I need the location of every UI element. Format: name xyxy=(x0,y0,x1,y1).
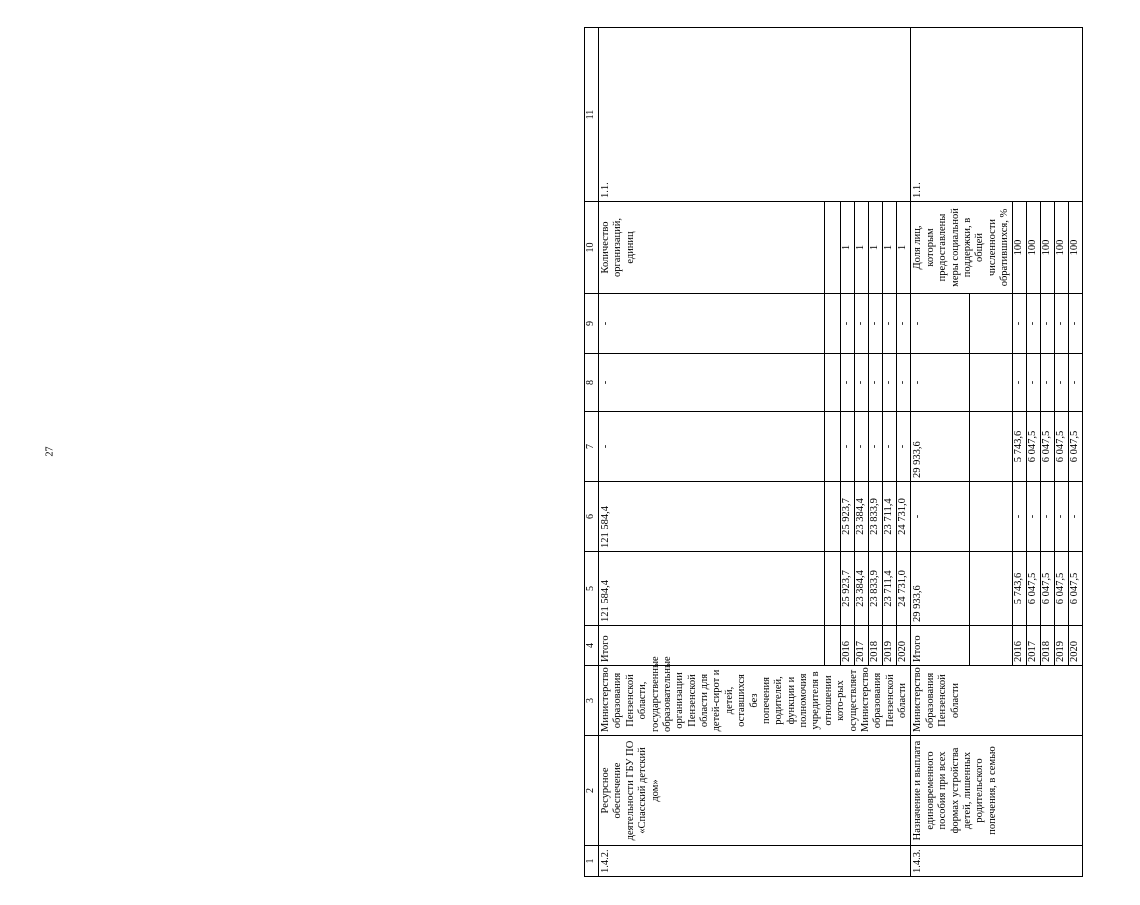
header-cell: 4 xyxy=(585,626,599,666)
value-cell: 6 047,5 xyxy=(1027,412,1041,482)
value-cell: 6 047,5 xyxy=(1027,552,1041,626)
year-cell: 2017 xyxy=(855,626,869,666)
row-code: 1.4.2. xyxy=(599,846,911,877)
empty-cell xyxy=(970,482,1013,552)
value-cell: - xyxy=(1055,354,1069,412)
value-cell: - xyxy=(1069,354,1083,412)
value-cell: 6 047,5 xyxy=(1069,412,1083,482)
empty-cell xyxy=(970,552,1013,626)
header-cell: 7 xyxy=(585,412,599,482)
value-cell: 23 833,9 xyxy=(869,482,883,552)
value-cell: 100 xyxy=(1069,202,1083,294)
empty-cell xyxy=(825,354,841,412)
total-c5: 29 933,6 xyxy=(911,552,970,626)
year-cell: 2016 xyxy=(841,626,855,666)
row-name: Назначение и выплата единовременного пособия при всех формах устройства детей, лишенных родительского попечения, в семью xyxy=(911,736,1083,846)
total-c6: - xyxy=(911,482,970,552)
value-cell: - xyxy=(1013,482,1027,552)
value-cell: - xyxy=(897,412,911,482)
table-row xyxy=(599,28,825,877)
empty-cell xyxy=(825,552,841,626)
empty-cell xyxy=(825,482,841,552)
goal-ref: 1.1. xyxy=(599,28,911,202)
rotated-page xyxy=(584,28,1140,877)
row-code: 1.4.3. xyxy=(911,846,1083,877)
year-cell: 2020 xyxy=(897,626,911,666)
value-cell: 23 384,4 xyxy=(855,552,869,626)
empty-cell xyxy=(970,412,1013,482)
program-table xyxy=(584,27,1083,877)
empty-cell xyxy=(825,412,841,482)
value-cell: 24 731,0 xyxy=(897,482,911,552)
year-cell: 2020 xyxy=(1069,626,1083,666)
value-cell: - xyxy=(1055,294,1069,354)
value-cell: 25 923,7 xyxy=(841,552,855,626)
value-cell: - xyxy=(1027,482,1041,552)
indicator-name: Доля лиц, которым предоставлены меры социальной поддержки, в общей численности обратившихся, % xyxy=(911,202,1013,294)
total-c8: - xyxy=(911,354,970,412)
value-cell: 23 384,4 xyxy=(855,482,869,552)
empty-cell xyxy=(970,626,1013,666)
empty-cell xyxy=(825,294,841,354)
value-cell: - xyxy=(1013,354,1027,412)
total-label: Итого xyxy=(911,626,970,666)
value-cell: 23 833,9 xyxy=(869,552,883,626)
header-cell: 1 xyxy=(585,846,599,877)
value-cell: - xyxy=(855,294,869,354)
value-cell: 24 731,0 xyxy=(897,552,911,626)
value-cell: - xyxy=(1069,294,1083,354)
value-cell: - xyxy=(869,354,883,412)
header-cell: 6 xyxy=(585,482,599,552)
value-cell: - xyxy=(1027,354,1041,412)
year-cell: 2019 xyxy=(883,626,897,666)
total-c9: - xyxy=(911,294,970,354)
value-cell: 100 xyxy=(1027,202,1041,294)
empty-cell xyxy=(970,354,1013,412)
page-number: 27 xyxy=(44,446,56,457)
value-cell: - xyxy=(897,294,911,354)
value-cell: - xyxy=(1041,294,1055,354)
total-c8: - xyxy=(599,354,825,412)
total-label: Итого xyxy=(599,626,825,666)
value-cell: 6 047,5 xyxy=(1041,552,1055,626)
value-cell: 5 743,6 xyxy=(1013,552,1027,626)
value-cell: 6 047,5 xyxy=(1041,412,1055,482)
total-c7: - xyxy=(599,412,825,482)
total-c9: - xyxy=(599,294,825,354)
total-c6: 121 584,4 xyxy=(599,482,825,552)
value-cell: - xyxy=(869,412,883,482)
value-cell: 1 xyxy=(869,202,883,294)
value-cell: 100 xyxy=(1013,202,1027,294)
value-cell: - xyxy=(883,294,897,354)
value-cell: 6 047,5 xyxy=(1055,412,1069,482)
header-cell: 3 xyxy=(585,666,599,736)
value-cell: 23 711,4 xyxy=(883,552,897,626)
year-cell: 2018 xyxy=(869,626,883,666)
row-executor: Министерство образования Пензенской области, государственные образовательные организации Пензенской области для детей-сирот и детей, оставшихся без попечения родителей, функции и полномочия учредителя в отношении кото-рых осуществляет Министерство образования Пензенской области xyxy=(599,666,911,736)
value-cell: - xyxy=(855,412,869,482)
total-c7: 29 933,6 xyxy=(911,412,970,482)
value-cell: 25 923,7 xyxy=(841,482,855,552)
value-cell: - xyxy=(897,354,911,412)
year-cell: 2018 xyxy=(1041,626,1055,666)
value-cell: - xyxy=(1041,354,1055,412)
value-cell: - xyxy=(1041,482,1055,552)
value-cell: - xyxy=(1055,482,1069,552)
value-cell: - xyxy=(841,412,855,482)
value-cell: - xyxy=(883,412,897,482)
header-cell: 5 xyxy=(585,552,599,626)
value-cell: 1 xyxy=(841,202,855,294)
value-cell: 100 xyxy=(1055,202,1069,294)
goal-ref: 1.1. xyxy=(911,28,1083,202)
value-cell: 5 743,6 xyxy=(1013,412,1027,482)
header-cell: 10 xyxy=(585,202,599,294)
year-cell: 2017 xyxy=(1027,626,1041,666)
header-cell: 2 xyxy=(585,736,599,846)
value-cell: 23 711,4 xyxy=(883,482,897,552)
value-cell: 1 xyxy=(883,202,897,294)
header-cell: 8 xyxy=(585,354,599,412)
empty-cell xyxy=(825,626,841,666)
value-cell: 6 047,5 xyxy=(1055,552,1069,626)
value-cell: 1 xyxy=(897,202,911,294)
value-cell: 100 xyxy=(1041,202,1055,294)
value-cell: 6 047,5 xyxy=(1069,552,1083,626)
header-cell: 9 xyxy=(585,294,599,354)
value-cell: - xyxy=(1027,294,1041,354)
value-cell: - xyxy=(1069,482,1083,552)
empty-cell xyxy=(825,202,841,294)
header-cell: 11 xyxy=(585,28,599,202)
value-cell: - xyxy=(841,354,855,412)
table-row xyxy=(911,28,970,877)
year-cell: 2019 xyxy=(1055,626,1069,666)
row-executor: Министерство образования Пензенской области xyxy=(911,666,1083,736)
empty-cell xyxy=(970,294,1013,354)
value-cell: - xyxy=(855,354,869,412)
year-cell: 2016 xyxy=(1013,626,1027,666)
value-cell: - xyxy=(1013,294,1027,354)
value-cell: - xyxy=(883,354,897,412)
indicator-name: Количество организаций, единиц xyxy=(599,202,825,294)
row-name: Ресурсное обеспечение деятельности ГБУ ПО «Спасский детский дом» xyxy=(599,736,911,846)
value-cell: - xyxy=(869,294,883,354)
total-c5: 121 584,4 xyxy=(599,552,825,626)
header-row xyxy=(585,28,599,877)
value-cell: - xyxy=(841,294,855,354)
value-cell: 1 xyxy=(855,202,869,294)
